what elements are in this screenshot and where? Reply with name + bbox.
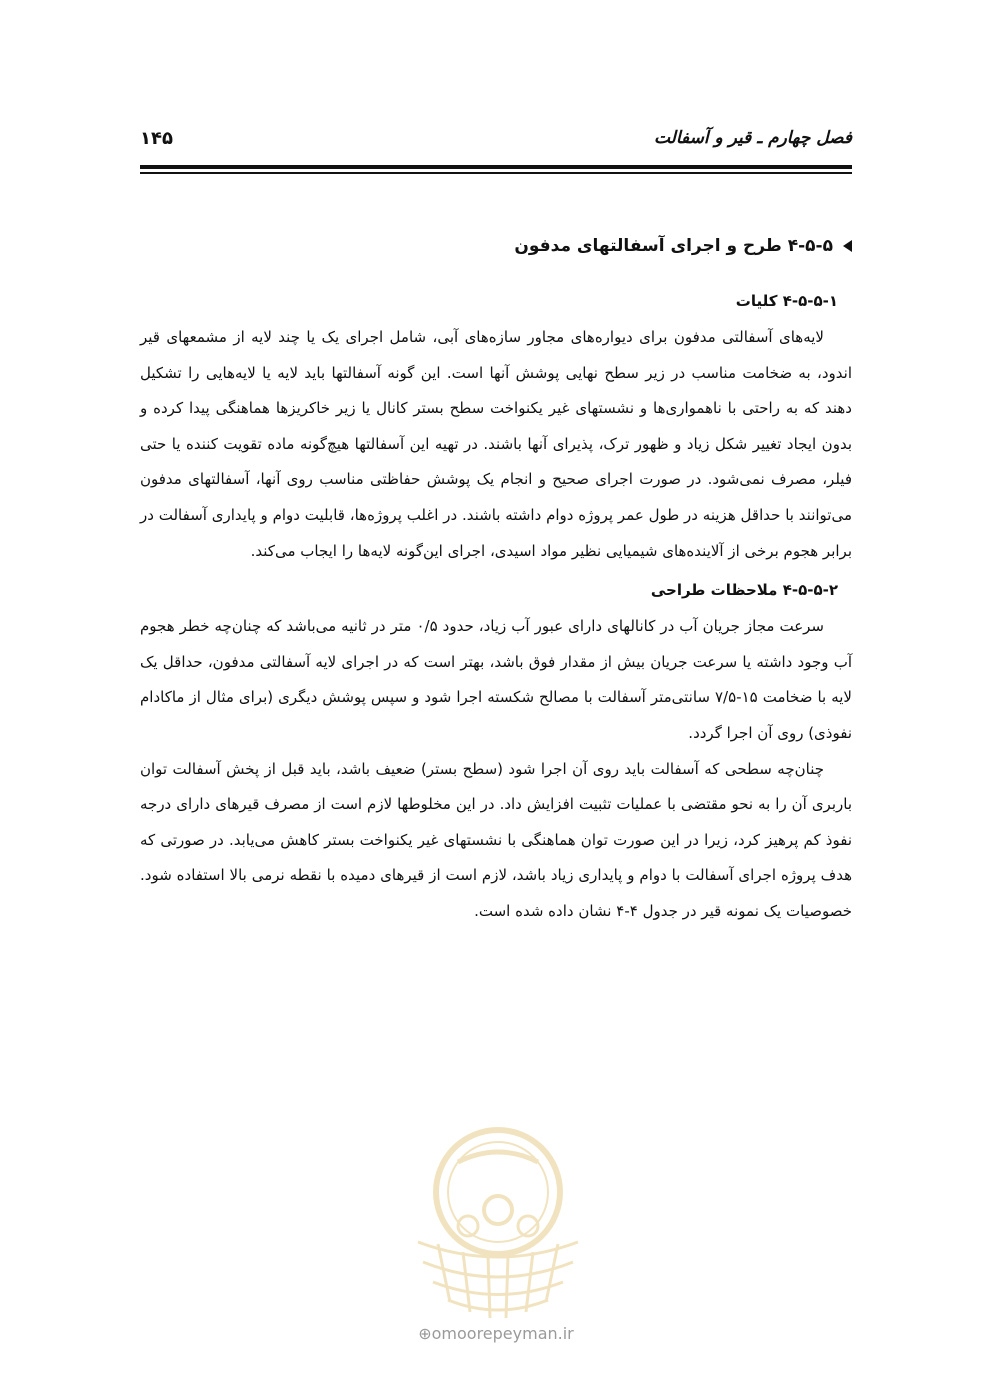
page-content bbox=[140, 236, 852, 930]
section-heading bbox=[140, 236, 852, 256]
section-heading-text: ۴-۵-۵ طرح و اجرای آسفالتهای مدفون bbox=[514, 236, 833, 256]
watermark-site-url bbox=[0, 1324, 992, 1343]
triangle-bullet-icon bbox=[843, 240, 852, 252]
paragraph: چنان‌چه سطحی که آسفالت باید روی آن اجرا شود (سطح بستر) ضعیف باشد، باید قبل از پخش آسفالت توان باربری آن را به نحو مقتضی با عملیات تثبیت افزایش داد. در این مخلوطها لازم است از مصرف قیرهای دارای درجه نفوذ کم پرهیز کرد، زیرا در این صورت توان هماهنگی با نشستهای غیر یکنواخت بستر کاهش می‌یابد. در صورتی که هدف پروژه اجرای آسفالت با دوام و پایداری زیاد باشد، لازم است از قیرهای دمیده با نقطه نرمی بالا استفاده شود. خصوصیات یک نمونه قیر در جدول ۴-۴ نشان داده شده است. bbox=[140, 759, 852, 920]
page-header bbox=[140, 128, 852, 158]
paragraph: لایه‌های آسفالتی مدفون برای دیواره‌های مجاور سازه‌های آبی، شامل اجرای یک یا چند لایه از مشمعهای قیر اندود، به ضخامت مناسب در زیر سطح نهایی پوشش آنها است. این گونه آسفالتها باید لایه یا لایه‌هایی را تشکیل دهند که به راحتی با ناهمواری‌ها و نشستهای غیر یکنواخت سطح بستر کانال یا زیر خاکریزها هماهنگی پیدا کرده و بدون ایجاد تغییر شکل زیاد و ظهور ترک، پذیرای آنها باشند. در تهیه این آسفالتها هیچ‌گونه ماده تقویت کننده یا حتی فیلر، مصرف نمی‌شود. در صورت اجرای صحیح و انجام یک پوشش حفاظتی مناسب روی آنها، آسفالتهای مدفون می‌توانند با حداقل هزینه در طول عمر پروژه دوام داشته باشند. در اغلب پروژه‌ها، قابلیت دوام و پایداری آسفالت در برابر هجوم برخی از آلاینده‌های شیمیایی نظیر مواد اسیدی، اجرای این‌گونه لایه‌ها را ایجاب می‌کند. bbox=[140, 328, 852, 560]
page-number: ۱۴۵ bbox=[140, 128, 173, 149]
header-rule-thick bbox=[140, 165, 852, 169]
subsection-heading-design: ۴-۵-۵-۲ ملاحظات طراحی bbox=[650, 581, 838, 600]
site-url-text: omoorepeyman.ir bbox=[431, 1324, 574, 1343]
subsection-heading-general: ۴-۵-۵-۱ کلیات bbox=[735, 292, 838, 310]
paragraph: سرعت مجاز جریان آب در کانالهای دارای عبور آب زیاد، حدود ۰/۵ متر در ثانیه می‌باشد که چنان‌چه خطر هجوم آب وجود داشته یا سرعت جریان بیش از مقدار فوق باشد، بهتر است که در اجرای لایه آسفالتی مدفون، حداقل یک لایه با ضخامت ۱۵-۷/۵ سانتی‌متر آسفالت با مصالح شکسته اجرا شود و سپس پوشش دیگری (برای مثال از ماکادام نفوذی) روی آن اجرا گردد. bbox=[140, 617, 852, 742]
seal-logo-icon bbox=[388, 1122, 608, 1332]
chapter-title: فصل چهارم ـ قیر و آسفالت bbox=[653, 128, 852, 148]
globe-icon: ⊕ bbox=[418, 1324, 432, 1343]
header-rule-thin bbox=[140, 172, 852, 174]
